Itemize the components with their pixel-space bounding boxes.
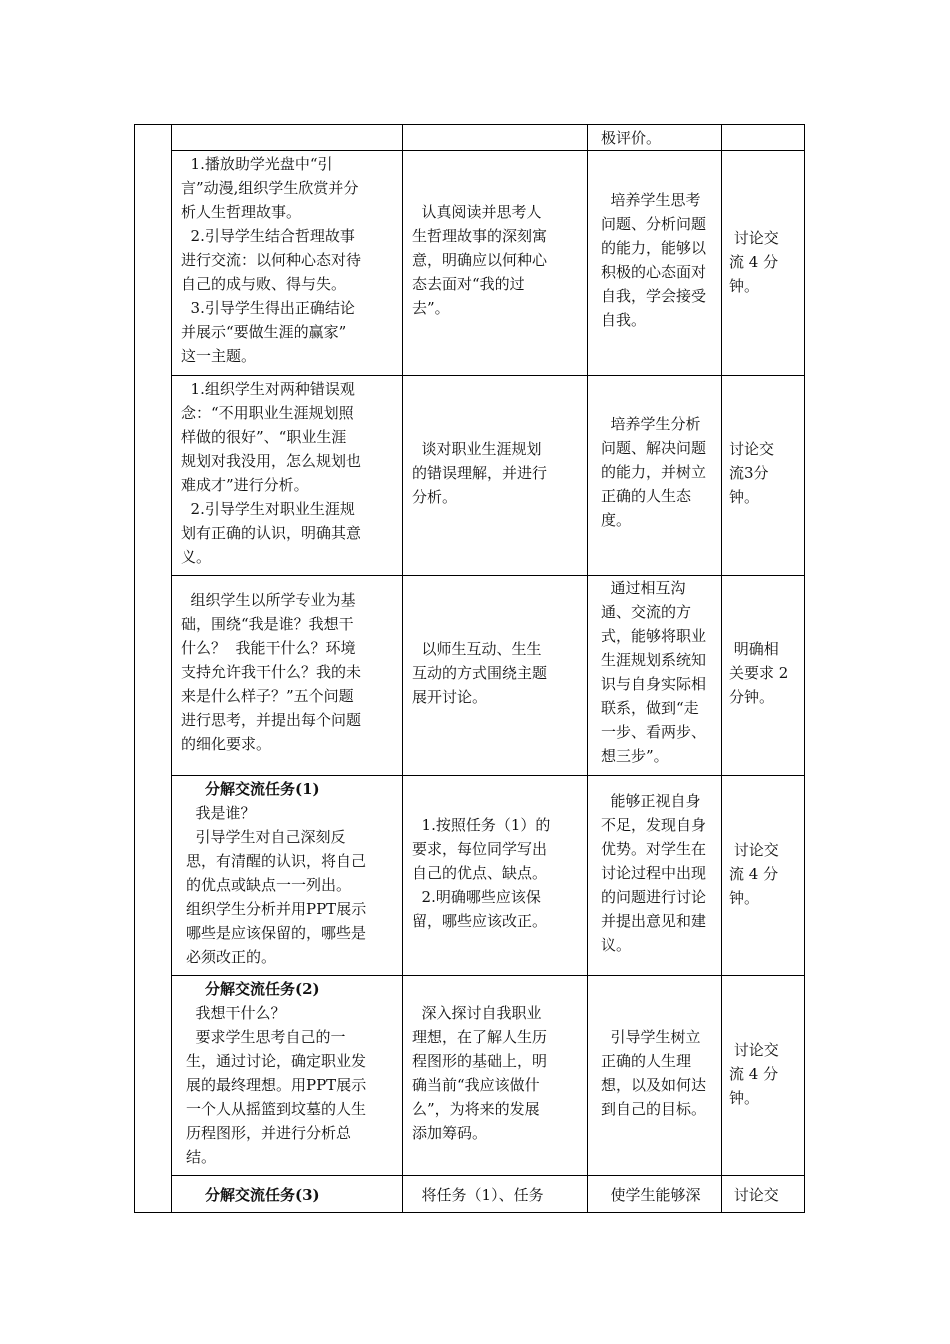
table-border-left [134, 124, 135, 1213]
table-border-top [134, 124, 805, 125]
row-divider [171, 1175, 805, 1176]
table-cell-student: 1.按照任务（1）的 要求，每位同学写出 自己的优点、缺点。 2.明确哪些应该保 留，哪些应该改正。 [412, 816, 551, 930]
table-cell-student: 认真阅读并思考人 生哲理故事的深刻寓 意，明确应以何种心 态去面对“我的过 去”。 [412, 203, 548, 317]
table-cell-activity: 1.播放助学光盘中“引 言”动漫,组织学生欣赏并分 析人生哲理故事。 2.引导学生结合哲理故事 进行交流：以何种心态对待 自己的成与败、得与失。 3.引导学生得出正确结论 并展示“要做生涯的赢家” 这一主题。 [181, 155, 362, 365]
table-cell-intent: 培养学生分析 问题、解决问题 的能力，并树立 正确的人生态 度。 [601, 415, 707, 529]
table-border-right [804, 124, 805, 1213]
table-cell-intent: 通过相互沟 通、交流的方 式，能够将职业 生涯规划系统知 识与自身实际相 联系，做到“走 一步、看两步、 想三步”。 [601, 579, 707, 765]
row-divider [171, 775, 805, 776]
table-cell-student: 以师生互动、生生 互动的方式围绕主题 展开讨论。 [412, 640, 548, 706]
table-cell-time: 明确相 关要求 2 分钟。 [729, 640, 789, 706]
row-divider [171, 975, 805, 976]
table-cell-intent: 使学生能够深 [601, 1186, 701, 1204]
table-cell-time: 讨论交 [729, 1186, 779, 1204]
column-divider-2 [402, 124, 403, 1213]
table-cell-activity: 组织学生以所学专业为基 础，围绕“我是谁？我想干 什么？ 我能干什么？环境 支持允许我干什么？我的未 来是什么样子？”五个问题 进行思考，并提出每个问题 的细化要求。 [181, 591, 362, 753]
table-cell-time: 讨论交 流3分 钟。 [729, 440, 775, 506]
table-cell-heading: 分解交流任务(1) [205, 780, 320, 798]
row-divider [171, 150, 805, 151]
table-cell-time: 讨论交 流 4 分 钟。 [729, 229, 779, 295]
table-cell-activity: 我想干什么？ 要求学生思考自己的一 生，通过讨论，确定职业发 展的最终理想。用PPT展示 一个人从摇篮到坟墓的人生 历程图形，并进行分析总 结。 [186, 1004, 367, 1166]
column-divider-3 [587, 124, 588, 1213]
table-cell-student: 谈对职业生涯规划 的错误理解，并进行 分析。 [412, 440, 548, 506]
column-divider-1 [171, 124, 172, 1213]
table-border-bottom [134, 1212, 805, 1213]
table-cell-intent: 引导学生树立 正确的人生理 想，以及如何达 到自己的目标。 [601, 1028, 707, 1118]
table-cell-heading: 分解交流任务(3) [205, 1186, 320, 1204]
table-cell-student: 深入探讨自我职业 理想，在了解人生历 程图形的基础上，明 确当前“我应该做什 么”，为将来的发展 添加筹码。 [412, 1004, 548, 1142]
table-cell-intent: 培养学生思考 问题、分析问题 的能力，能够以 积极的心态面对 自我，学会接受 自我。 [601, 191, 707, 329]
row-divider [171, 375, 805, 376]
table-cell-time: 讨论交 流 4 分 钟。 [729, 1041, 779, 1107]
table-cell-intent: 能够正视自身 不足，发现自身 优势。对学生在 讨论过程中出现 的问题进行讨论 并提出意见和建 议。 [601, 792, 707, 954]
table-cell-time: 讨论交 流 4 分 钟。 [729, 841, 779, 907]
table-cell-activity: 我是谁？ 引导学生对自己深刻反 思，有清醒的认识，将自己 的优点或缺点一一列出。 组织学生分析并用PPT展示 哪些是应该保留的，哪些是 必须改正的。 [186, 804, 367, 966]
table-cell-intent: 极评价。 [601, 129, 662, 147]
column-divider-4 [721, 124, 722, 1213]
table-cell-activity: 1.组织学生对两种错误观 念：“不用职业生涯规划照 样做的很好”、“职业生涯 规划对我没用，怎么规划也 难成才”进行分析。 2.引导学生对职业生涯规 划有正确的认识，明确其意 义。 [181, 380, 362, 566]
table-cell-student: 将任务（1）、任务 [412, 1186, 544, 1204]
table-cell-heading: 分解交流任务(2) [205, 980, 320, 998]
